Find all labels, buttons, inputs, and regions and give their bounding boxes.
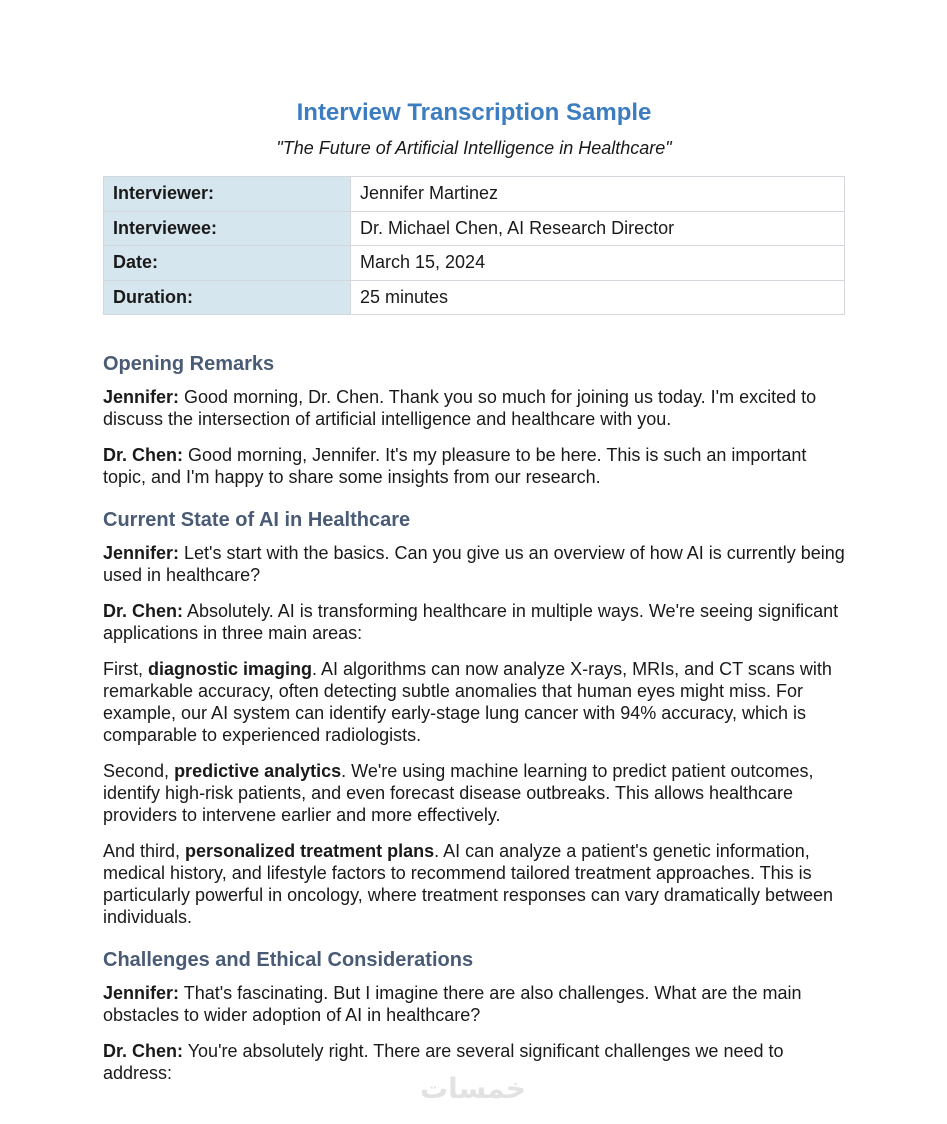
- duration-value: 25 minutes: [351, 280, 845, 315]
- paragraph-text: That's fascinating. But I imagine there are also challenges. What are the main obstacles to wider adoption of AI in healthcare?: [103, 983, 802, 1025]
- section-challenges: [103, 947, 845, 1084]
- watermark-logo: خمسات: [419, 1072, 527, 1105]
- section-heading: Current State of AI in Healthcare: [103, 509, 411, 531]
- table-row: [104, 280, 845, 315]
- interviewee-label: Interviewee:: [104, 211, 351, 246]
- paragraph-text: . AI can analyze a patient's genetic information, medical history, and lifestyle factors to recommend tailored treatment approaches. This is particularly powerful in oncology, where treatment responses can vary dramatically between individuals.: [103, 841, 834, 927]
- section-current-state: [103, 507, 845, 928]
- speaker-label: Jennifer:: [103, 387, 180, 407]
- transcript-paragraph: [103, 840, 845, 928]
- date-value: March 15, 2024: [351, 246, 845, 281]
- transcript-paragraph: [103, 760, 845, 826]
- duration-label: Duration:: [104, 280, 351, 315]
- transcript-paragraph: [103, 982, 845, 1026]
- speaker-label: Dr. Chen:: [103, 1041, 184, 1061]
- paragraph-lead: And third,: [103, 841, 186, 861]
- paragraph-lead: Second,: [103, 761, 175, 781]
- transcript-paragraph: [103, 386, 845, 430]
- section-heading: Challenges and Ethical Considerations: [103, 949, 474, 971]
- speaker-label: Jennifer:: [103, 983, 180, 1003]
- transcript-paragraph: [103, 542, 845, 586]
- paragraph-text: . We're using machine learning to predict patient outcomes, identify high-risk patients, and even forecast disease outbreaks. This allows healthcare providers to intervene earlier and more effectively.: [103, 761, 814, 825]
- section-heading: Opening Remarks: [103, 353, 275, 375]
- emphasis-text: personalized treatment plans: [185, 841, 435, 861]
- speaker-label: Jennifer:: [103, 543, 180, 563]
- speaker-label: Dr. Chen:: [103, 601, 184, 621]
- paragraph-lead: First,: [103, 659, 148, 679]
- document-page: [103, 96, 845, 1084]
- paragraph-text: Absolutely. AI is transforming healthcare in multiple ways. We're seeing significant applications in three main areas:: [103, 601, 839, 643]
- table-row: [104, 177, 845, 212]
- transcript-paragraph: [103, 658, 845, 746]
- interview-info-table: [103, 176, 845, 315]
- interviewee-value: Dr. Michael Chen, AI Research Director: [351, 211, 845, 246]
- document-subtitle: "The Future of Artificial Intelligence in Healthcare": [276, 138, 672, 158]
- interviewer-value: Jennifer Martinez: [351, 177, 845, 212]
- document-title: Interview Transcription Sample: [296, 99, 652, 126]
- paragraph-text: . AI algorithms can now analyze X-rays, MRIs, and CT scans with remarkable accuracy, often detecting subtle anomalies that human eyes might miss. For example, our AI system can identify early-stage lung cancer with 94% accuracy, which is comparable to experienced radiologists.: [103, 659, 832, 745]
- transcript-paragraph: [103, 444, 845, 488]
- emphasis-text: predictive analytics: [174, 761, 342, 781]
- paragraph-text: Let's start with the basics. Can you give us an overview of how AI is currently being used in healthcare?: [103, 543, 845, 585]
- paragraph-text: Good morning, Jennifer. It's my pleasure to be here. This is such an important topic, and I'm happy to share some insights from our research.: [103, 445, 807, 487]
- emphasis-text: diagnostic imaging: [148, 659, 313, 679]
- speaker-label: Dr. Chen:: [103, 445, 184, 465]
- table-row: [104, 211, 845, 246]
- transcript-paragraph: [103, 600, 845, 644]
- paragraph-text: You're absolutely right. There are several significant challenges we need to address:: [103, 1041, 784, 1083]
- table-row: [104, 246, 845, 281]
- interviewer-label: Interviewer:: [104, 177, 351, 212]
- date-label: Date:: [104, 246, 351, 281]
- section-opening-remarks: [103, 351, 845, 488]
- paragraph-text: Good morning, Dr. Chen. Thank you so much for joining us today. I'm excited to discuss the intersection of artificial intelligence and healthcare with you.: [103, 387, 817, 429]
